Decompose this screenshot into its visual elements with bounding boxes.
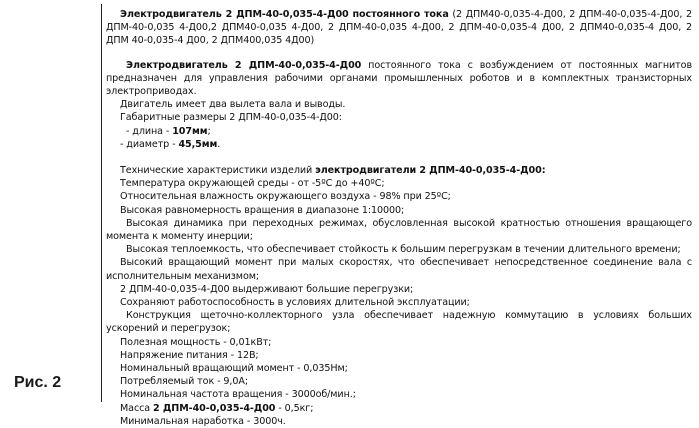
- spec-speed-uniformity: Высокая равномерность вращения в диапазоне 1:10000;: [120, 204, 405, 216]
- length-value: 107мм: [172, 125, 208, 137]
- spec-mass: [106, 402, 692, 415]
- description-paragraph: [106, 59, 692, 99]
- dims-heading: Габаритные размеры 2 ДПМ-40-0,035-4-Д00:: [120, 112, 342, 124]
- description-text: постоянного тока с возбуждением от постоянных магнитов предназначен для управления рабочими органами промышленных роботов и в комплектных транзисторных электроприводах.: [106, 59, 692, 98]
- spec-thermal: Высокая теплоемкость, что обеспечивает стойкость к большим перегрузкам в течении длительного времени;: [126, 244, 681, 256]
- intro-model-variants: (2 ДПМ40-0,035-4-Д00, 2 ДПМ-40-0,035-4-Д00, 2 ДПМ-40-0,035 4-Д00,2 ДПМ40-0,035 4-Д00, 2 ДПМ-40-0,035 4-Д00, 2 ДПМ-40-0,035-4 Д00, 2 ДПМ40-0,035-4 Д00, 2 ДПМ 40-0,035-4 Д00, 2 ДПМ400,035 4Д00): [106, 9, 692, 47]
- document-body: [106, 8, 692, 428]
- spec-current: Потребляемый ток - 9,0А;: [120, 376, 248, 388]
- description-lead: Электродвигатель 2 ДПМ-40-0,035-4-Д00: [126, 59, 362, 71]
- diameter-value: 45,5мм: [178, 138, 218, 150]
- spec-dynamics: Высокая динамика при переходных режимах, обусловленная высокой кратностью отношения вращающего момента к моменту инерции;: [106, 217, 692, 243]
- mass-model: 2 ДПМ-40-0,035-4-Д00: [153, 402, 276, 414]
- intro-paragraph: [106, 8, 692, 48]
- diameter-period: .: [217, 138, 221, 150]
- spacer: [106, 151, 692, 164]
- mass-value: - 0,5кг;: [275, 402, 314, 414]
- diameter-line: [106, 138, 692, 151]
- spacer: [106, 48, 692, 59]
- shafts-line: Двигатель имеет два вылета вала и выводы.: [120, 99, 346, 111]
- spec-temperature: Температура окружающей среды - от -5ºC до +40ºC;: [120, 178, 385, 190]
- spec-torque-low-speed: Высокий вращающий момент при малых скоростях, что обеспечивает непосредственное соединение вала с исполнительным механизмом;: [106, 257, 692, 282]
- spec-rated-speed: Номинальная частота вращения - 3000об/мин.;: [120, 389, 356, 401]
- length-line: [106, 125, 692, 138]
- specs-heading-prefix: Технические характеристики изделий: [120, 165, 316, 177]
- spec-humidity: Относительная влажность окружающего воздуха - 98% при 25ºC;: [120, 191, 451, 203]
- vertical-rule: [101, 4, 102, 402]
- length-label: - длина -: [126, 125, 173, 137]
- mass-label: Масса: [120, 402, 154, 414]
- spec-voltage: Напряжение питания - 12В;: [120, 349, 259, 361]
- intro-title: Электродвигатель 2 ДПМ-40-0,035-4-Д00 постоянного тока: [120, 9, 449, 20]
- spec-operation: Сохраняют работоспособность в условиях длительной эксплуатации;: [120, 297, 470, 309]
- diameter-label: - диаметр -: [120, 138, 179, 150]
- specs-heading: [106, 164, 692, 177]
- spec-brush-design: Конструкция щеточно-коллекторного узла обеспечивает надежную коммутацию в условиях больших ускорений и перегрузок;: [106, 310, 692, 335]
- figure-caption: Рис. 2: [14, 374, 62, 391]
- spec-overload: 2 ДПМ-40-0,035-4-Д00 выдерживают большие перегрузки;: [120, 283, 414, 295]
- spec-min-lifetime: Минимальная наработка - 3000ч.: [120, 415, 286, 427]
- specs-heading-model: электродвигатели 2 ДПМ-40-0,035-4-Д00:: [315, 165, 546, 177]
- length-semicolon: ;: [207, 125, 211, 137]
- spec-power: Полезная мощность - 0,01кВт;: [120, 336, 272, 348]
- spec-rated-torque: Номинальный вращающий момент - 0,035Нм;: [120, 363, 348, 375]
